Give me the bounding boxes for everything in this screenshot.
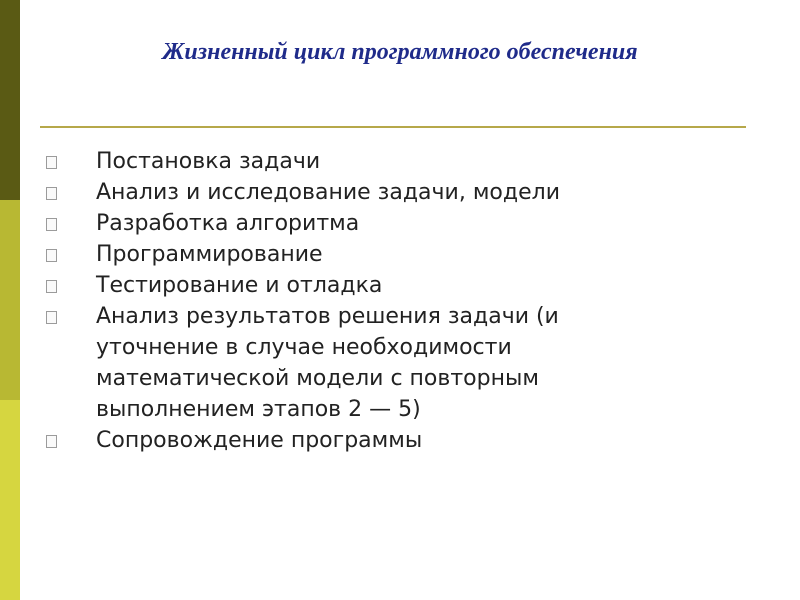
list-item-text: Тестирование и отладка: [96, 273, 383, 298]
list-item-text: Разработка алгоритма: [96, 211, 360, 236]
square-bullet-icon: [46, 156, 57, 169]
square-bullet-icon: [46, 218, 57, 231]
slide-title: Жизненный цикл программного обеспечения: [162, 39, 638, 65]
list-item-text: Постановка задачи: [96, 149, 321, 174]
list-item-text: Программирование: [96, 242, 323, 267]
square-bullet-icon: [46, 435, 57, 448]
list-item: [46, 208, 666, 239]
list-item: [46, 301, 666, 425]
title-divider: [40, 126, 746, 128]
bullet-list: [46, 146, 666, 456]
square-bullet-icon: [46, 280, 57, 293]
list-item-text: Анализ и исследование задачи, модели: [96, 180, 560, 205]
list-item-text: Анализ результатов решения задачи (и уточнение в случае необходимости математической модели с повторным выполнением этапов 2 — 5): [96, 304, 559, 422]
list-item: [46, 270, 666, 301]
sidebar-segment-mid: [0, 200, 20, 400]
list-item: [46, 146, 666, 177]
sidebar-segment-light: [0, 400, 20, 600]
square-bullet-icon: [46, 311, 57, 324]
list-item: [46, 425, 666, 456]
square-bullet-icon: [46, 249, 57, 262]
list-item: [46, 239, 666, 270]
list-item: [46, 177, 666, 208]
sidebar-stripe: [0, 0, 20, 600]
sidebar-segment-dark: [0, 0, 20, 200]
square-bullet-icon: [46, 187, 57, 200]
list-item-text: Сопровождение программы: [96, 428, 423, 453]
